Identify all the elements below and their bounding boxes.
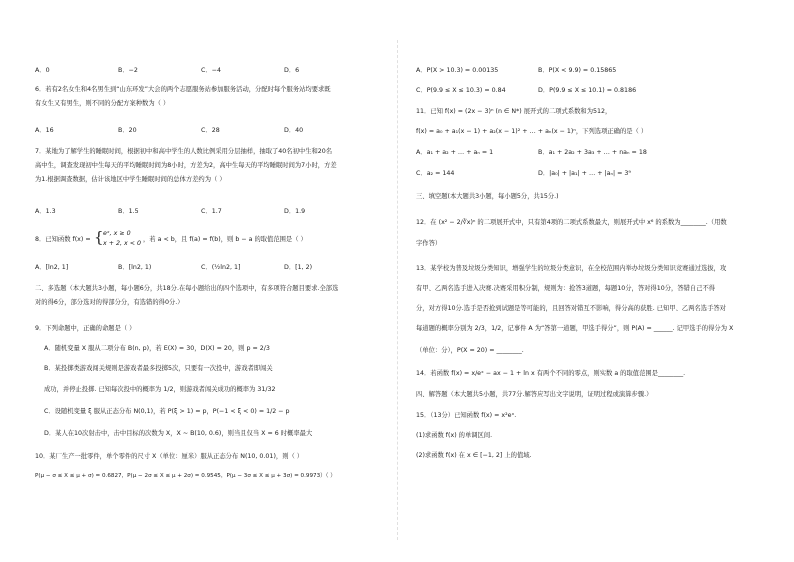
q13-stem-line5: （单位：分），P(X = 20) = ________. [416, 347, 524, 354]
q8-option-a: A．[ln2, 1] [35, 264, 69, 271]
q6-option-b: B．20 [118, 127, 137, 134]
q5-option-a: A．0 [35, 67, 50, 74]
section2-heading-line2: 对的得6分，部分选对的得部分分，有选错的得0分.） [35, 299, 184, 306]
q9-option-b-line1: B．某投掷类游戏闯关规则是游戏者最多投掷5次，只要有一次投中，游戏者即闯关 [44, 365, 273, 372]
section2-heading-line1: 二、多选题（本大题共3小题，每小题6分，共18分.在每小题给出的四个选项中，有多项符合题目要求.全部选 [35, 285, 339, 292]
q11-option-d: D．|a₀| + |a₁| + … + |aₙ| = 3⁹ [538, 170, 631, 177]
q13-stem-line2: 有甲、乙两名选手进入决赛.决赛采用积分制，规则为：抢答3道题，每题10分，答对得10分，答错自己不得 [416, 285, 716, 292]
q13-stem-line1: 13．某学校为普及垃圾分类知识，增强学生的垃圾分类意识，在全校范围内举办垃圾分类知识竞赛通过选拔，攻 [416, 265, 727, 272]
q10-option-b: B．P(X < 9.9) = 0.15865 [538, 67, 617, 74]
q8-option-c: C．(½ln2, 1] [201, 264, 241, 271]
q6-option-a: A．16 [35, 127, 54, 134]
q6-option-c: C．28 [201, 127, 220, 134]
q8-option-b: B．[ln2, 1) [118, 264, 152, 271]
q11-option-b: B．a₁ + 2a₂ + 3a₃ + … + naₙ = 18 [538, 149, 647, 156]
q6-stem-line1: 6．若有2名女生和4名男生到“山东环发”大会的两个志愿服务站参加服务活动，分配时每个服务站均要求既 [35, 86, 331, 93]
q6-stem-line2: 有女生又有男生，则不同的分配方案种数为（ ） [35, 100, 170, 107]
q7-option-d: D．1.9 [284, 208, 306, 215]
section4-heading: 四、解答题（本大题共5小题，共77分.解答应写出文字说明，证明过程或演算步骤.） [416, 391, 653, 398]
q7-stem-line3: 为1.根据调查数据，估计该地区中学生睡眠时间的总体方差约为（ ） [35, 176, 226, 183]
q8-stem-end: ，若 a < b，且 f(a) = f(b)，则 b − a 的取值范围是（ ） [143, 236, 307, 243]
q11-option-c: C．a₂ = 144 [416, 170, 455, 177]
right-column [397, 0, 794, 562]
q15-part1: (1)求函数 f(x) 的单调区间. [416, 432, 493, 439]
q8-piece-1: eˣ, x ≥ 0 [103, 230, 131, 237]
section3-heading: 三、填空题(本大题共3小题，每小题5分，共15分.) [416, 193, 559, 200]
q12-stem-line1: 12．在 (x² − 2/∛x)ⁿ 的二项展开式中，只有第4项的二项式系数最大，则展开式中 x⁶ 的系数为________.（用数 [416, 219, 727, 226]
q9-option-c: C．设随机变量 ξ 服从正态分布 N(0,1)，若 P(ξ > 1) = p，P(−1 < ξ < 0) = 1/2 − p [44, 408, 290, 415]
q9-stem: 9．下列命题中，正确的命题是（ ） [35, 325, 136, 332]
q13-stem-line3: 分，对方得10分.选手是否抢到试题是等可能的，且回答对错互不影响，得分高的获胜. 已知甲、乙两名选手答对 [416, 305, 726, 312]
q5-option-d: D．6 [284, 67, 300, 74]
q10-option-d: D．P(9.9 ≤ X ≤ 10.1) = 0.8186 [538, 87, 637, 94]
q9-option-d: D．某人在10次射击中，击中目标的次数为 X，X ~ B(10, 0.6)，则当且仅当 X = 6 时概率最大 [44, 430, 313, 437]
q8-option-d: D．[1, 2) [284, 264, 313, 271]
q5-option-b: B．−2 [118, 67, 138, 74]
q8-stem-start: 8．已知函数 f(x) = [35, 236, 91, 243]
q7-option-a: A．1.3 [35, 208, 56, 215]
q10-stem-line2: P(μ − σ ≤ X ≤ μ + σ) = 0.6827，P(μ − 2σ ≤ X ≤ μ + 2σ) = 0.9545，P(μ − 3σ ≤ X ≤ μ + 3σ) = 0.9973）（ ） [35, 473, 336, 479]
q6-option-d: D．40 [284, 127, 304, 134]
q15-stem: 15．（13分）已知函数 f(x) = x²eˣ. [416, 412, 517, 419]
q8-piece-2: x + 2, x < 0 [103, 240, 142, 247]
q14-stem: 14．若函数 f(x) = x/eˣ − ax − 1 + ln x 有两个不同的零点，则实数 a 的取值范围是________. [416, 370, 686, 377]
q10-option-c: C．P(9.9 ≤ X ≤ 10.3) = 0.84 [416, 87, 506, 94]
q15-part2: (2)求函数 f(x) 在 x ∈ [−1, 2] 上的值域. [416, 452, 532, 459]
q10-stem-line1: 10．某厂生产一批零件，单个零件的尺寸 X（单位：厘米）服从正态分布 N(10, 0.01)，则（ ） [35, 453, 304, 460]
q11-stem-line2: f(x) = a₀ + a₁(x − 1) + a₂(x − 1)² + … + aₙ(x − 1)ⁿ，下列选项正确的是（ ） [416, 128, 648, 135]
q7-stem-line2: 高中生，调查发现初中生每天的平均睡眠时间为8小时，方差为2，高中生每天的平均睡眠时间为7小时，方差 [35, 162, 337, 169]
q7-option-b: B．1.5 [118, 208, 139, 215]
q9-option-b-line2: 成功，并停止投掷. 已知每次投中的概率为 1/2，则游戏者闯关成功的概率为 31/32 [44, 386, 276, 393]
q10-option-a: A．P(X > 10.3) = 0.00135 [416, 67, 499, 74]
q8-brace: { [94, 228, 104, 246]
q5-option-c: C．−4 [201, 67, 221, 74]
q9-option-a: A．随机变量 X 服从二项分布 B(n, p)，若 E(X) = 30，D(X) = 20，则 p = 2/3 [44, 345, 270, 352]
q11-option-a: A．a₁ + a₂ + … + aₙ = 1 [416, 149, 494, 156]
q13-stem-line4: 每道题的概率分别为 2/3，1/2，记事件 A 为“答第一道题，甲选手得分”，则 P(A) = ______. 记甲选手的得分为 X [416, 325, 734, 332]
q7-option-c: C．1.7 [201, 208, 222, 215]
q11-stem-line1: 11．已知 f(x) = (2x − 3)ⁿ (n ∈ N*) 展开式的二项式系数和为512， [416, 108, 612, 115]
q12-stem-line2: 字作答） [416, 240, 442, 247]
q7-stem-line1: 7．某地为了解学生的睡眠时间，根据初中和高中学生的人数比例采用分层抽样，抽取了40名初中生和20名 [35, 148, 333, 155]
